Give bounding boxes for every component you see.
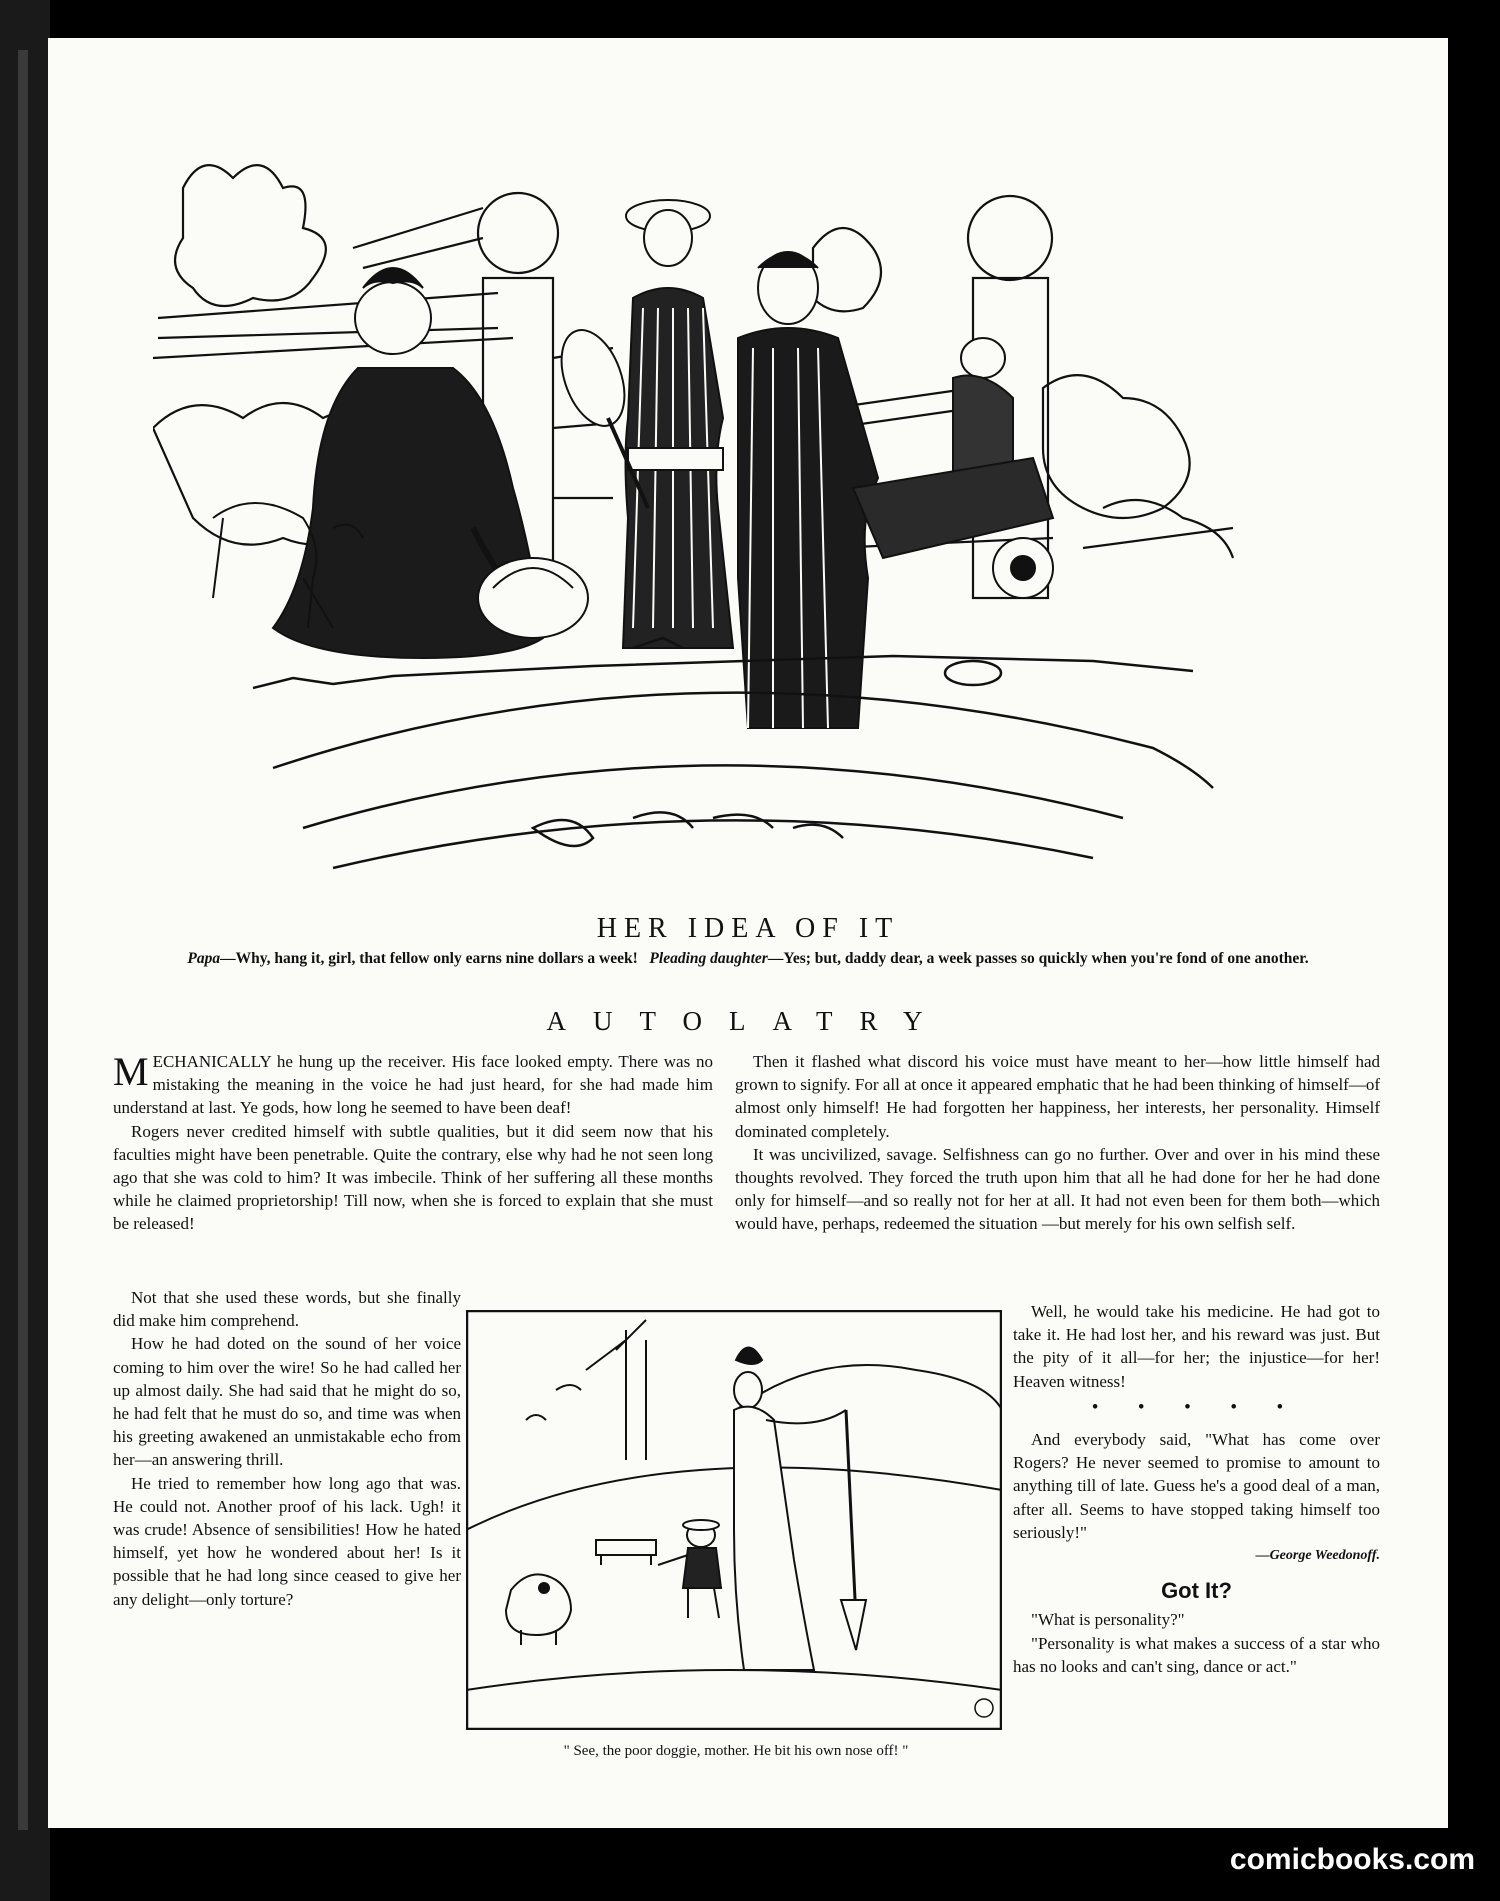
author-byline: —George Weedonoff. — [1255, 1548, 1380, 1564]
speaker-daughter: Pleading daughter — [649, 950, 768, 967]
garden-scene-illustration — [153, 128, 1283, 898]
article-right-top — [735, 1050, 1380, 1236]
article-paragraph-4: How he had doted on the sound of her voice coming to him over the wire! So he had called her up almost daily. She had said that he might do so, he had felt that he must do so, and time was when his greeting awakened an unmistakable echo from her—an answering thrill. — [113, 1334, 461, 1470]
daughter-line: —Yes; but, daddy dear, a week passes so quickly when you're fond of one another. — [767, 950, 1309, 967]
magazine-page — [48, 38, 1448, 1828]
article-paragraph-5: He tried to remember how long ago that was. He could not. Another proof of his lack. Ugh! it was crude! Absence of sensibilities! How he hated himself, yet how he wondered about her! Is it possible that he had long since ceased to give her any delight—only torture? — [113, 1473, 461, 1609]
park-scene-illustration — [466, 1310, 1002, 1730]
sidebar-question: "What is personality?" — [1031, 1610, 1185, 1630]
cartoon-title: HER IDEA OF IT — [596, 913, 900, 944]
sidebar-answer: "Personality is what makes a success of a star who has no looks and can't sing, dance or act." — [1013, 1633, 1380, 1676]
drop-cap: M — [113, 1049, 149, 1094]
article-left-narrow — [113, 1286, 461, 1611]
spine-edge — [18, 50, 28, 1830]
article-paragraph-8: Well, he would take his medicine. He had got to take it. He had lost her, and his reward was just. But the pity of it all—for her; the injustice—for her! Heaven witness! — [1013, 1302, 1380, 1391]
article-headline: AUTOLATRY — [546, 1006, 950, 1036]
papa-line: —Why, hang it, girl, that fellow only earns nine dollars a week! — [220, 950, 638, 967]
watermark: comicbooks.com — [1229, 1843, 1475, 1876]
article-left-top — [113, 1050, 713, 1236]
article-paragraph-7: It was uncivilized, savage. Selfishness can go no further. Over and over in his mind these thoughts revolved. They forced the truth upon him that all he had done for her he had done only for himself—and so really not for her at all. It had not even been for them both—which would have, perhaps, redeemed the situation —but merely for his own selfish self. — [735, 1144, 1380, 1234]
speaker-papa: Papa — [187, 950, 221, 967]
inset-caption: " See, the poor doggie, mother. He bit his own nose off! " — [563, 1743, 909, 1759]
cartoon-caption — [136, 948, 1360, 969]
article-right-narrow — [1013, 1300, 1380, 1678]
article-paragraph-1: MECHANICALLY he hung up the receiver. His face looked empty. There was no mistaking the meaning in the voice he had just heard, for she had made him understand at last. Ye gods, how long he seemed to have been deaf! — [113, 1049, 713, 1118]
sidebar-title: Got It? — [1161, 1578, 1232, 1604]
article-paragraph-2: Rogers never credited himself with subtle qualities, but it did seem now that his faculties might have been penetrable. Quite the contrary, else why had he not seen long ago that she was cold to him? It was imbecile. Think of her suffering all these months while he claimed proprietorship! Till now, when she is forced to explain that she must be released! — [113, 1121, 713, 1234]
article-paragraph-3: Not that she used these words, but she finally did make him comprehend. — [113, 1288, 461, 1331]
article-paragraph-6: Then it flashed what discord his voice must have meant to her—how little himself had grown to signify. For all at once it appeared emphatic that he had been thinking of himself—of almost only himself! He had forgotten her happiness, her interests, her personality. Himself dominated completely. — [735, 1052, 1380, 1141]
book-spine — [0, 0, 50, 1901]
section-dots: • • • • • — [1092, 1396, 1301, 1416]
article-paragraph-9: And everybody said, "What has come over Rogers? He never seemed to promise to amount to anything till of late. Guess he's a good deal of a man, after all. Seems to have stopped taking himself too seriously!" — [1013, 1430, 1380, 1542]
